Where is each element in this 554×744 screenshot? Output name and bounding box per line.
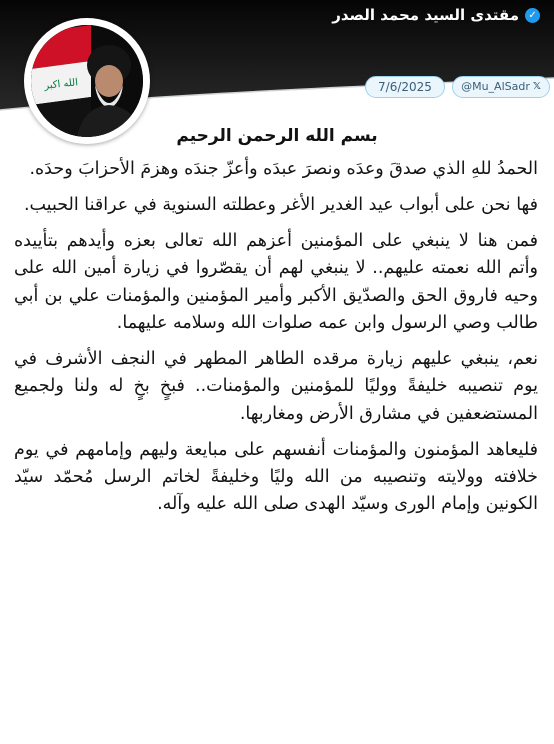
verified-badge-icon: ✓: [525, 8, 540, 23]
handle-label: @Mu_AlSadr: [461, 80, 530, 93]
post-paragraph: نعم، ينبغي عليهم زيارة مرقده الطاهر المطهر في النجف الأشرف في يوم تنصيبه خليفةً ووليًا للمؤمنين والمؤمنات.. فبخٍ بخٍ له ولنا ولجميع المستضعفين في مشارق الأرض ومغاربها.: [14, 348, 538, 424]
post-paragraph: فها نحن على أبواب عيد الغدير الأغر وعطلته السنوية في عراقنا الحبيب.: [23, 194, 538, 215]
post-paragraph: فليعاهد المؤمنون والمؤمنات أنفسهم على مبايعة وليهم وإمامهم في يوم خلافته وولايته وتنصيبه من الله وليًا وخليفةً لخاتم الرسل مُحمّد سيّد الكونين وإمام الورى وسيّد الهدى صلى الله عليه وآله.: [14, 439, 538, 515]
post-paragraph: فمن هنا لا ينبغي على المؤمنين أعزهم الله تعالى بعزه وأيدهم بتأييده وأتم الله نعمته عليهم.. لا ينبغي لهم أن يقصّروا في زيارة أمين الله على وحيه فاروق الحق والصدّيق الأكبر وأمير المؤمنين والمؤمنات علي بن أبي طالب وصي الرسول وابن عمه صلوات الله وسلامه عليهما.: [14, 230, 538, 334]
avatar-image: [31, 25, 143, 137]
account-name[interactable]: [332, 6, 540, 24]
date-badge: 7/6/2025: [365, 76, 445, 98]
basmala-heading: بسم الله الرحمن الرحيم: [176, 126, 378, 146]
flag-text: الله اكبر: [43, 77, 79, 92]
post-body: [14, 156, 538, 527]
x-logo-icon: 𝕏: [532, 81, 541, 92]
account-name-label: مقتدى السيد محمد الصدر: [332, 6, 519, 24]
post-paragraph: الحمدُ للهِ الذي صدقَ وعدَه ونصرَ عبدَه وأعزّ جندَه وهزمَ الأحزابَ وحدَه.: [29, 159, 538, 179]
handle-badge[interactable]: [452, 76, 550, 98]
avatar[interactable]: [31, 25, 143, 137]
